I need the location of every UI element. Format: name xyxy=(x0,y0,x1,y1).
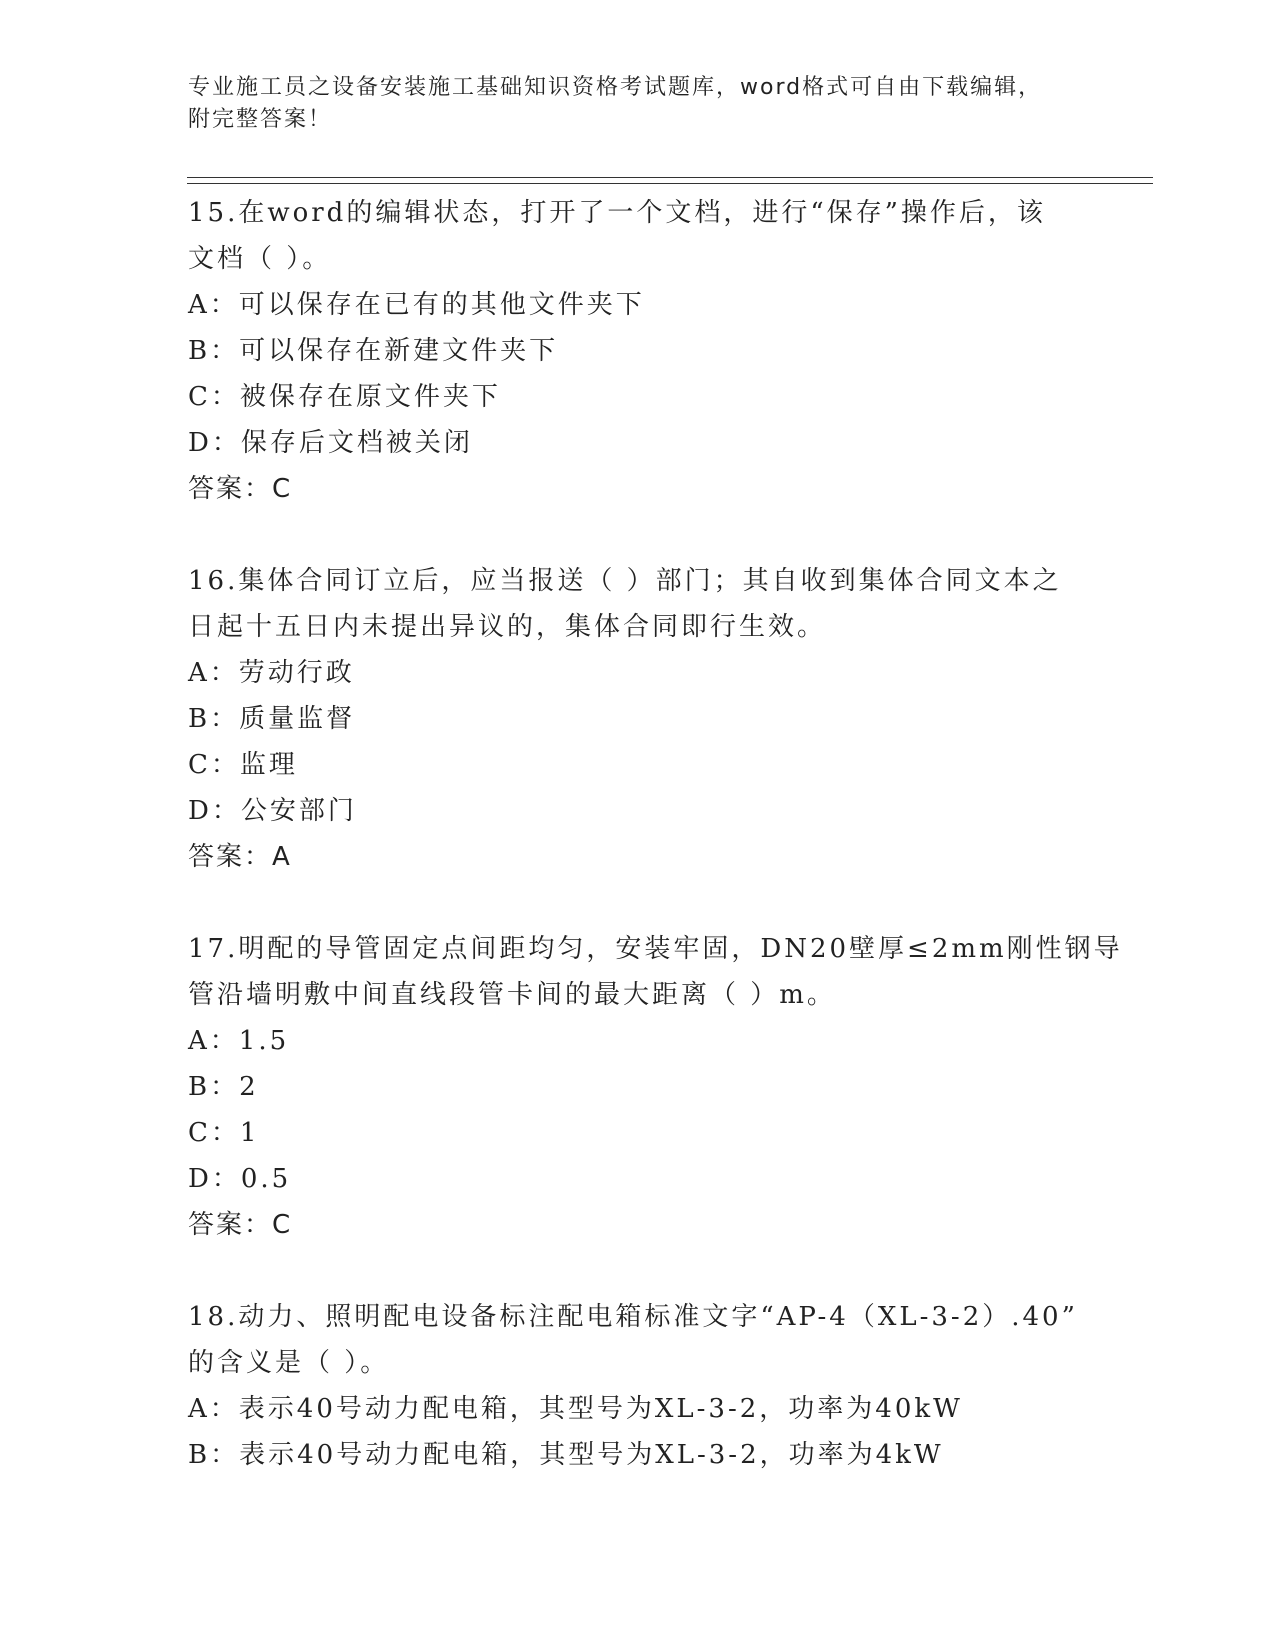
option-b: B：表示40号动力配电箱，其型号为XL-3-2，功率为4kW xyxy=(188,1440,944,1470)
option-d: D：公安部门 xyxy=(188,796,357,826)
question-stem: 的含义是（ ）。 xyxy=(188,1348,390,1378)
document-header xyxy=(188,72,1088,136)
option-a: A：劳动行政 xyxy=(188,658,355,688)
option-a: A：表示40号动力配电箱，其型号为XL-3-2，功率为40kW xyxy=(188,1394,963,1424)
answer-line: 答案：C xyxy=(188,474,293,504)
question-stem: 管沿墙明敷中间直线段管卡间的最大距离（ ）m。 xyxy=(188,980,836,1010)
question-stem: 16.集体合同订立后，应当报送（ ）部门；其自收到集体合同文本之 xyxy=(188,566,1062,596)
header-divider-bottom xyxy=(187,183,1153,184)
option-c: C：被保存在原文件夹下 xyxy=(188,382,501,412)
option-b: B：质量监督 xyxy=(188,704,356,734)
option-b: B：2 xyxy=(188,1072,259,1102)
option-d: D：保存后文档被关闭 xyxy=(188,428,473,458)
header-line-2: 附完整答案！ xyxy=(188,107,333,132)
option-a: A：1.5 xyxy=(188,1026,290,1056)
question-17 xyxy=(188,926,1123,1248)
question-stem: 日起十五日内未提出异议的，集体合同即行生效。 xyxy=(188,612,827,642)
answer-line: 答案：A xyxy=(188,842,292,872)
question-list xyxy=(188,190,1123,1478)
question-15 xyxy=(188,190,1088,512)
question-stem: 文档（ ）。 xyxy=(188,244,332,274)
question-stem: 17.明配的导管固定点间距均匀，安装牢固，DN20壁厚≤2mm刚性钢导 xyxy=(188,934,1123,964)
header-line-1: 专业施工员之设备安装施工基础知识资格考试题库，word格式可自由下载编辑， xyxy=(188,75,1043,100)
header-divider-top xyxy=(187,177,1153,178)
question-16 xyxy=(188,558,1088,880)
question-stem: 15.在word的编辑状态，打开了一个文档，进行“保存”操作后，该 xyxy=(188,198,1046,228)
option-d: D：0.5 xyxy=(188,1164,292,1194)
option-a: A：可以保存在已有的其他文件夹下 xyxy=(188,290,645,320)
option-c: C：1 xyxy=(188,1118,260,1148)
answer-line: 答案：C xyxy=(188,1210,293,1240)
question-18 xyxy=(188,1294,1088,1478)
question-stem: 18.动力、照明配电设备标注配电箱标准文字“AP-4（XL-3-2）.40” xyxy=(188,1302,1078,1332)
option-b: B：可以保存在新建文件夹下 xyxy=(188,336,559,366)
option-c: C：监理 xyxy=(188,750,298,780)
